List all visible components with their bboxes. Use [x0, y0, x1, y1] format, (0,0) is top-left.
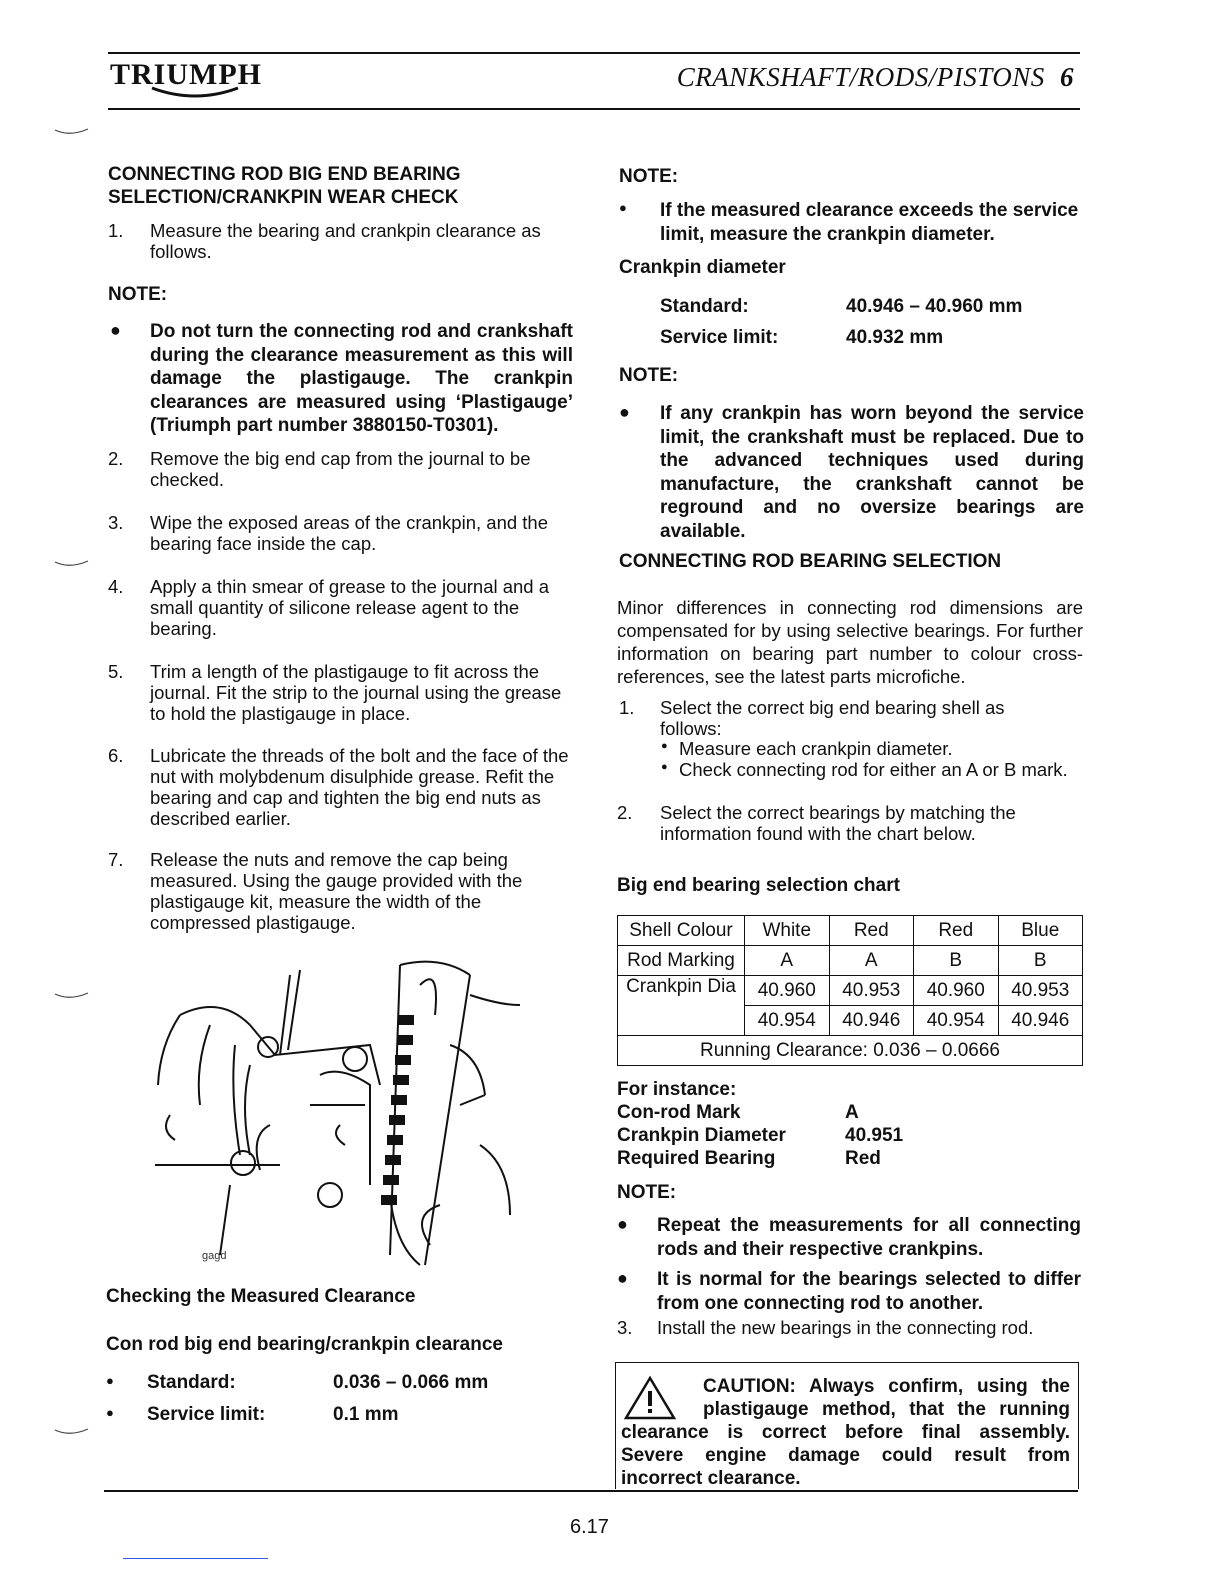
- note-text: Repeat the measurements for all connecting rods and their respective crankpins.: [657, 1215, 1081, 1260]
- note-text: If any crankpin has worn beyond the service limit, the crankshaft must be replaced. Due to the advanced techniques used during manufacture, the crankshaft cannot be reground and no oversize bearings are available.: [660, 403, 1084, 542]
- standard-label: Standard:: [147, 1372, 236, 1393]
- step-3-text: Wipe the exposed areas of the crankpin, and the bearing face inside the cap.: [150, 512, 549, 554]
- table-cell: 40.954: [745, 1006, 830, 1036]
- bullet-icon: ●: [661, 740, 668, 752]
- step-4-text: Apply a thin smear of grease to the journal and a small quantity of silicone release agent to the bearing.: [150, 576, 550, 639]
- crankpin-service-label: Service limit:: [660, 327, 779, 348]
- bullet-icon: ●: [619, 200, 627, 215]
- crankpin-heading: Crankpin diameter: [619, 257, 786, 278]
- required-bearing-label: Required Bearing: [617, 1148, 776, 1169]
- table-cell: 40.960: [914, 976, 999, 1006]
- standard-value: 0.036 – 0.066 mm: [333, 1372, 489, 1393]
- margin-mark-icon: [50, 560, 90, 570]
- table-cell: 40.954: [914, 1006, 999, 1036]
- step-2-text: Remove the big end cap from the journal to be checked.: [150, 448, 531, 490]
- bullet-icon: ●: [617, 1268, 628, 1288]
- note-label: NOTE:: [619, 365, 679, 386]
- step-6-text: Lubricate the threads of the bolt and the face of the nut with molybdenum disulphide grease. Refit the bearing and cap and tighten the big end nuts as described earlier.: [150, 745, 569, 829]
- link-underline: [123, 1558, 268, 1559]
- chapter-number: 6: [1060, 62, 1074, 92]
- crankpin-service-value: 40.932 mm: [846, 327, 944, 348]
- step-number: 6.: [108, 745, 124, 766]
- running-clearance-cell: Running Clearance: 0.036 – 0.0666: [618, 1036, 1083, 1066]
- table-cell-empty: [618, 1006, 745, 1036]
- required-bearing-value: Red: [845, 1148, 881, 1169]
- table-row: [618, 1036, 1083, 1066]
- step-number: 4.: [108, 576, 124, 597]
- selection-paragraph: Minor differences in connecting rod dimensions are compensated for by using selective bearings. For further information on bearing part number to colour cross-references, see the latest parts microfiche.: [617, 597, 1083, 687]
- step-number: 2.: [617, 802, 633, 823]
- crankpin-diameter-value: 40.951: [845, 1125, 904, 1146]
- table-header-cell: Shell Colour: [618, 916, 745, 946]
- bullet-icon: ●: [619, 402, 630, 422]
- step-2-text: Select the correct bearings by matching the information found with the chart below.: [660, 802, 1016, 844]
- note-text: Do not turn the connecting rod and crankshaft during the clearance measurement as this will damage the plastigauge. The crankpin clearances are measured using ‘Plastigauge’ (Triumph part number 3880150-T0301).: [150, 321, 573, 436]
- bearing-selection-chart: [617, 915, 1083, 1066]
- conrod-value: A: [845, 1102, 859, 1123]
- table-cell: B: [914, 946, 999, 976]
- logo-swoosh-icon: [150, 86, 240, 102]
- table-cell: A: [829, 946, 914, 976]
- crankpin-standard-label: Standard:: [660, 296, 749, 317]
- table-cell: Red: [829, 916, 914, 946]
- header-bottom-rule: [108, 108, 1080, 110]
- step-5-text: Trim a length of the plastigauge to fit across the journal. Fit the strip to the journal using the grease to hold the plastigauge in place.: [150, 661, 562, 724]
- table-row: [618, 946, 1083, 976]
- caution-text: [621, 1375, 1070, 1490]
- footer-rule: [104, 1490, 1078, 1492]
- table-cell: 40.946: [998, 1006, 1083, 1036]
- table-cell: White: [745, 916, 830, 946]
- margin-mark-icon: [50, 1428, 90, 1438]
- conrod-label: Con-rod Mark: [617, 1102, 741, 1123]
- table-cell: 40.953: [998, 976, 1083, 1006]
- step-1-text: Select the correct big end bearing shell as follows:: [660, 697, 1005, 739]
- table-cell: 40.953: [829, 976, 914, 1006]
- table-header-cell: Rod Marking: [618, 946, 745, 976]
- note-label: NOTE:: [108, 284, 168, 305]
- plastigauge-illustration: [140, 955, 540, 1275]
- bullet-icon: ●: [661, 761, 668, 773]
- table-row: [618, 916, 1083, 946]
- margin-mark-icon: [50, 128, 90, 138]
- sub-step-2: Check connecting rod for either an A or B mark.: [679, 759, 1068, 780]
- crankpin-standard-value: 40.946 – 40.960 mm: [846, 296, 1023, 317]
- margin-mark-icon: [50, 992, 90, 1002]
- caution-message: CAUTION: Always confirm, using the plastigauge method, that the running clearance is correct before final assembly. Severe engine damage could result from incorrect clearance.: [621, 1376, 1070, 1489]
- step-number: 1.: [619, 697, 635, 718]
- section-heading: [108, 163, 578, 209]
- step-number: 1.: [108, 220, 124, 241]
- service-limit-value: 0.1 mm: [333, 1404, 399, 1425]
- table-cell: Blue: [998, 916, 1083, 946]
- caution-icon-spacer: [621, 1375, 703, 1419]
- note-text: If the measured clearance exceeds the service limit, measure the crankpin diameter.: [660, 200, 1079, 245]
- bullet-icon: ●: [106, 1373, 114, 1388]
- step-number: 5.: [108, 661, 124, 682]
- selection-heading: CONNECTING ROD BEARING SELECTION: [619, 551, 1002, 572]
- bullet-icon: ●: [110, 320, 121, 340]
- step-1-text: Measure the bearing and crankpin clearance as follows.: [150, 220, 541, 262]
- service-limit-label: Service limit:: [147, 1404, 266, 1425]
- page-number: 6.17: [570, 1516, 609, 1538]
- sub-step-1: Measure each crankpin diameter.: [679, 738, 953, 759]
- bullet-icon: ●: [106, 1405, 114, 1420]
- table-row: [618, 976, 1083, 1006]
- note-text: It is normal for the bearings selected to differ from one connecting rod to another.: [657, 1269, 1081, 1314]
- table-cell: B: [998, 946, 1083, 976]
- table-row: [618, 1006, 1083, 1036]
- note-label: NOTE:: [617, 1182, 677, 1203]
- instance-heading: For instance:: [617, 1079, 737, 1100]
- table-cell: 40.946: [829, 1006, 914, 1036]
- step-number: 7.: [108, 849, 124, 870]
- table-cell: 40.960: [745, 976, 830, 1006]
- caution-box: [615, 1362, 1079, 1489]
- section-heading-line2: SELECTION/CRANKPIN WEAR CHECK: [108, 187, 459, 208]
- step-number: 2.: [108, 448, 124, 469]
- chapter-title-text: CRANKSHAFT/RODS/PISTONS: [676, 62, 1045, 92]
- figure-code: gagd: [202, 1250, 227, 1262]
- crankpin-diameter-label: Crankpin Diameter: [617, 1125, 786, 1146]
- step-number: 3.: [617, 1317, 633, 1338]
- chart-title: Big end bearing selection chart: [617, 875, 900, 896]
- table-cell: Red: [914, 916, 999, 946]
- step-7-text: Release the nuts and remove the cap being measured. Using the gauge provided with the plastigauge kit, measure the width of the compressed plastigauge.: [150, 849, 523, 933]
- step-3-text: Install the new bearings in the connecting rod.: [657, 1317, 1034, 1338]
- table-header-cell: Crankpin Dia: [618, 976, 745, 1006]
- spec-heading: Con rod big end bearing/crankpin clearance: [106, 1334, 503, 1355]
- chapter-title: [677, 62, 1074, 93]
- section-heading-line1: CONNECTING ROD BIG END BEARING: [108, 164, 461, 185]
- header-top-rule: [108, 52, 1080, 54]
- note-label: NOTE:: [619, 166, 679, 187]
- table-cell: A: [745, 946, 830, 976]
- triumph-logo: TRIUMPH: [110, 58, 262, 91]
- figure-caption: Checking the Measured Clearance: [106, 1286, 416, 1307]
- step-number: 3.: [108, 512, 124, 533]
- bullet-icon: ●: [617, 1214, 628, 1234]
